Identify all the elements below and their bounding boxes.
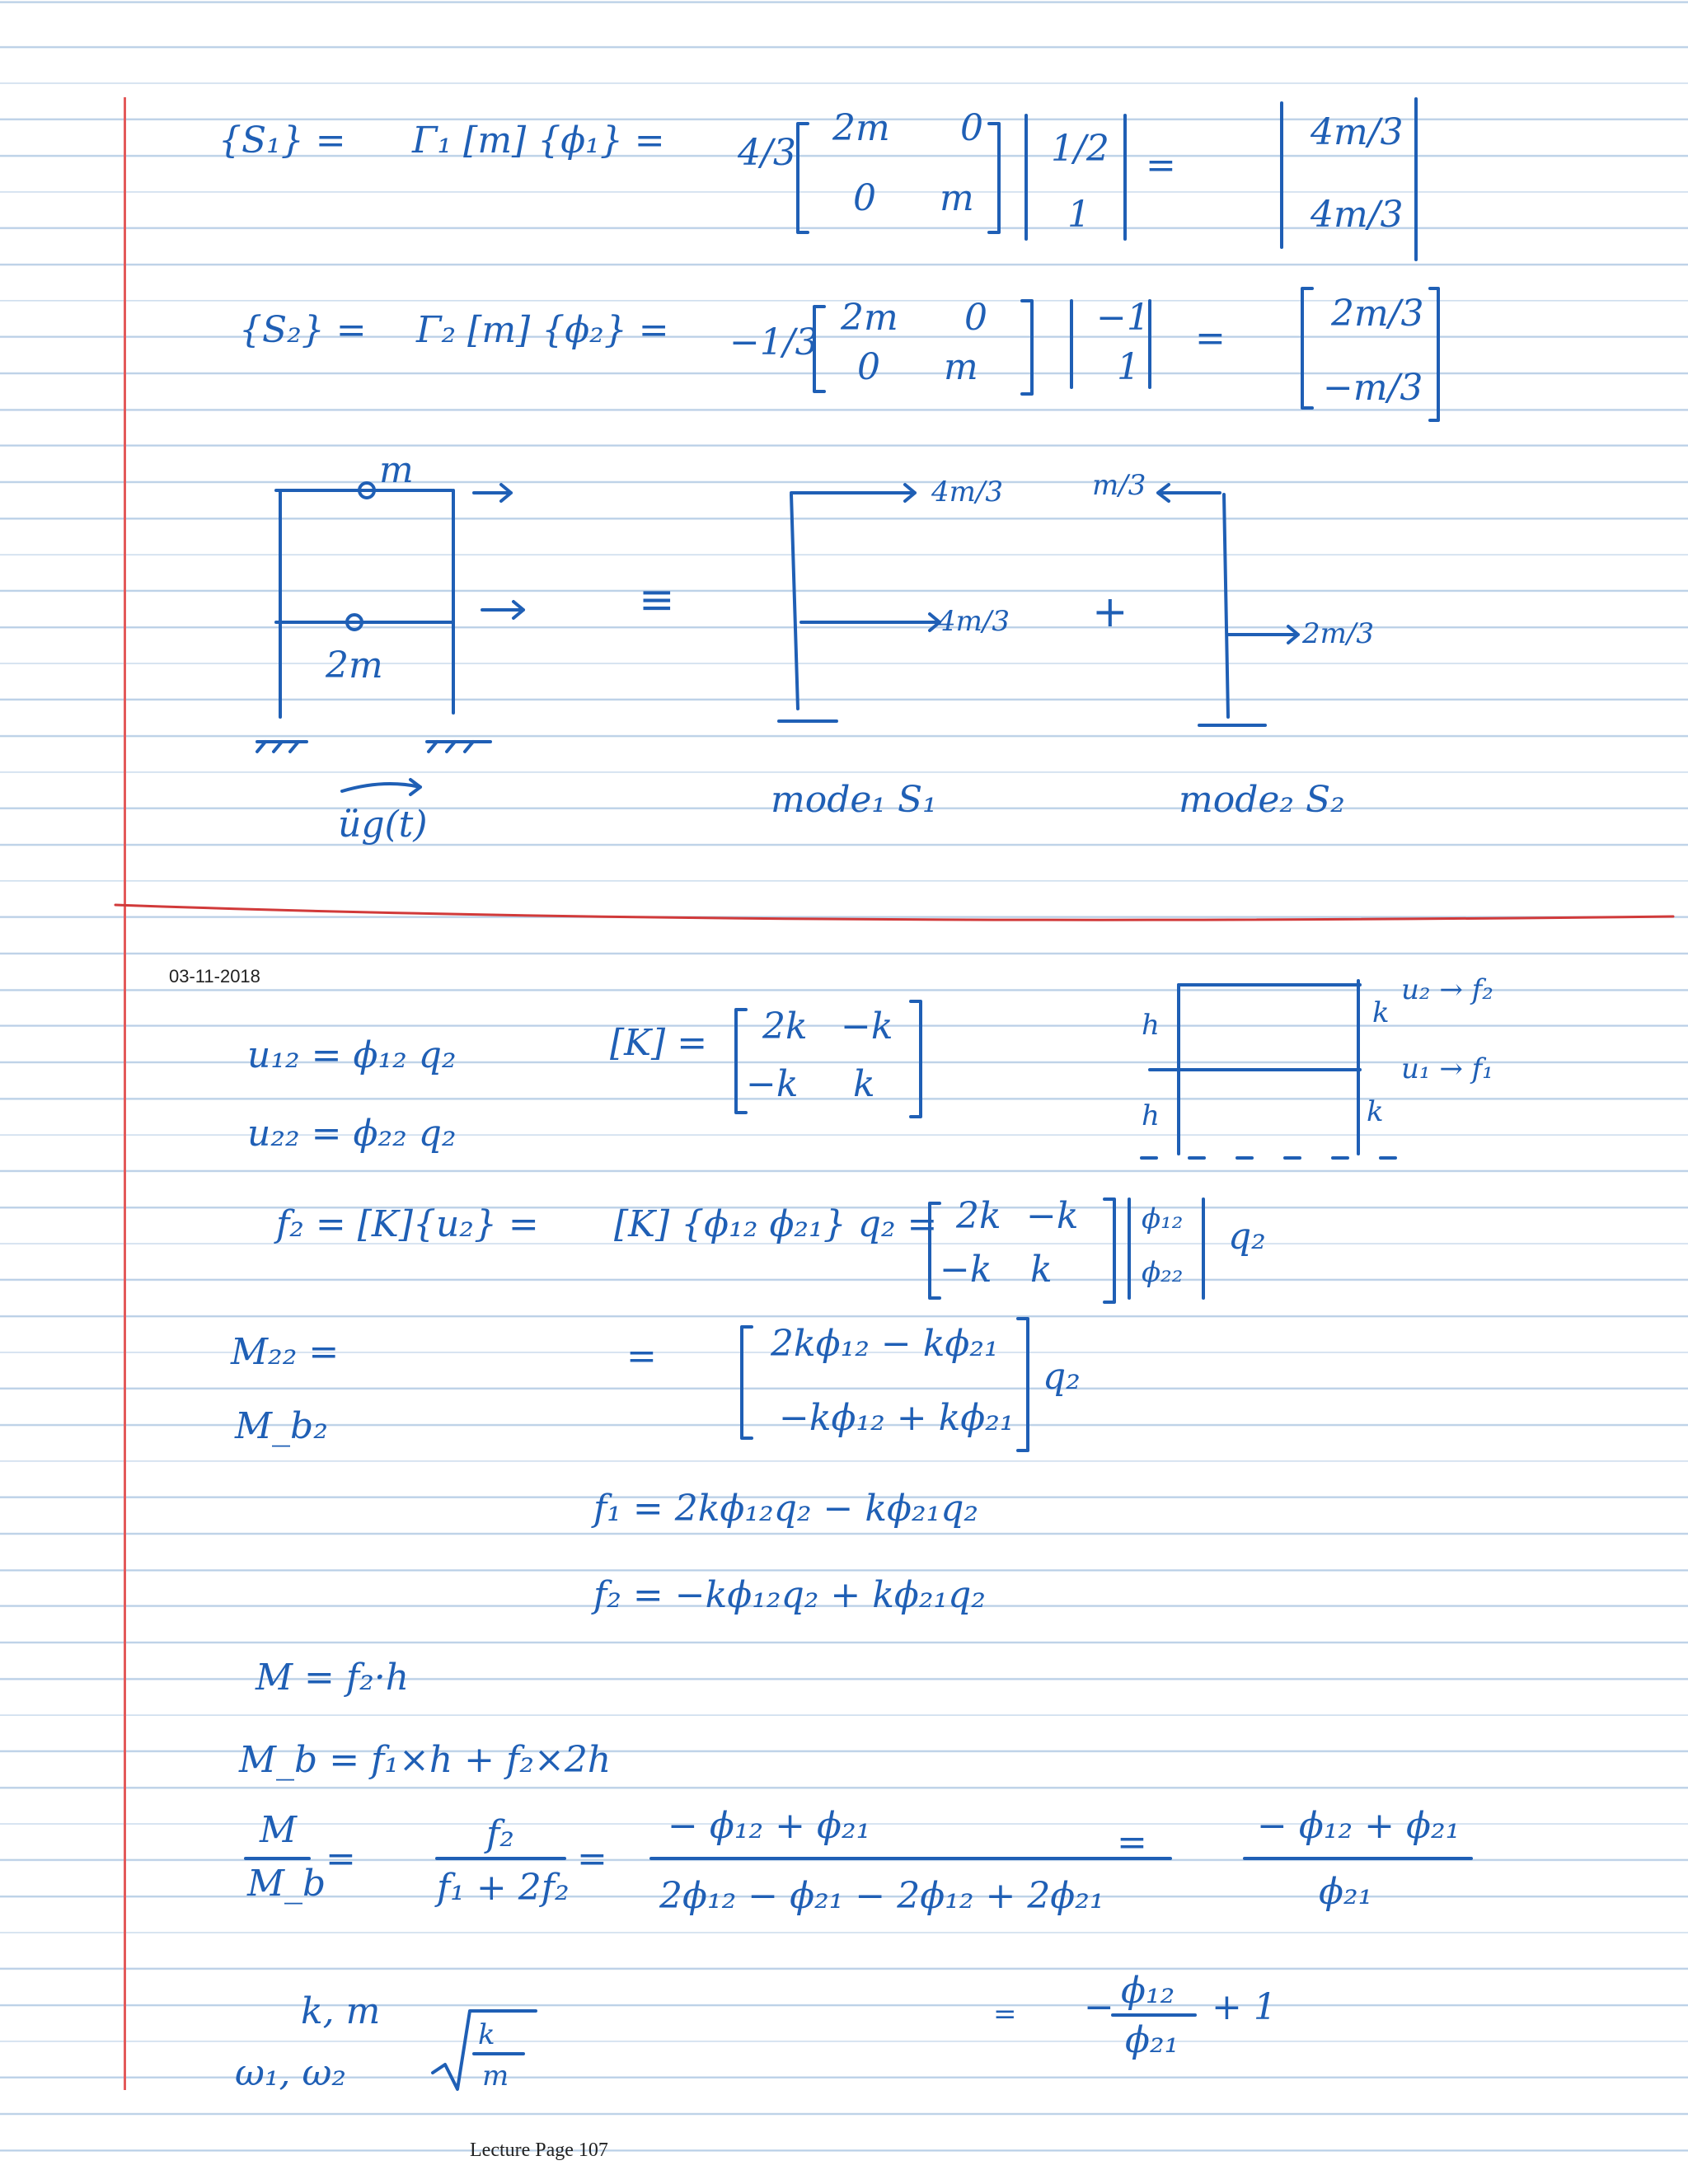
s1-matrix-right-bracket xyxy=(989,124,999,232)
mode1-bottom-arrow xyxy=(801,614,940,630)
f-a22: k xyxy=(1030,1249,1053,1291)
k11: 2k xyxy=(762,1005,808,1047)
s1-matrix-left-bracket xyxy=(798,124,808,232)
ratio-eq3: = xyxy=(1117,1821,1147,1863)
s2-result-left-bracket xyxy=(1302,288,1312,408)
ratio-phi-den: 2ϕ₁₂ − ϕ₂₁ − 2ϕ₁₂ + 2ϕ₂₁ xyxy=(659,1875,1104,1917)
mode2-caption: mode₂ S₂ xyxy=(1179,779,1345,821)
f-q: q₂ xyxy=(1228,1216,1266,1258)
mode2-top-force: m/3 xyxy=(1092,469,1146,502)
s1-expr: Γ₁ [m] {ϕ₁} = xyxy=(412,120,665,162)
page-footer: Lecture Page 107 xyxy=(470,2139,608,2161)
lecture-date: 03-11-2018 xyxy=(169,966,260,987)
moment-eq: M = f₂·h xyxy=(256,1657,410,1699)
f-p2: ϕ₂₂ xyxy=(1142,1256,1184,1289)
f-matrix-right-bracket xyxy=(1104,1199,1114,1302)
s1-v1: 1/2 xyxy=(1051,128,1109,170)
mode1-column xyxy=(791,494,798,709)
m22-label: M₂₂ = xyxy=(231,1331,340,1373)
k22: k xyxy=(853,1063,875,1105)
small-frame-u1: u₁ → f₁ xyxy=(1401,1052,1493,1085)
mode2-column xyxy=(1224,494,1228,717)
s2-expr: Γ₂ [m] {ϕ₂} = xyxy=(416,309,669,351)
f-a11: 2k xyxy=(956,1195,1001,1237)
ratio-final-num: − ϕ₁₂ + ϕ₂₁ xyxy=(1257,1805,1461,1847)
section-divider xyxy=(115,905,1673,920)
last-eq: = xyxy=(993,1998,1017,2031)
k-matrix-label: [K] = xyxy=(610,1022,708,1064)
ratio-f-num: f₂ xyxy=(486,1813,514,1855)
last-num: ϕ₁₂ xyxy=(1121,1970,1175,2012)
ratio-lhs-den: M_b xyxy=(247,1863,326,1905)
ratio-f-den: f₁ + 2f₂ xyxy=(437,1867,570,1909)
result-q: q₂ xyxy=(1043,1356,1081,1398)
frame-top-arrow xyxy=(474,485,511,501)
s1-lhs: {S₁} = xyxy=(218,120,346,162)
mb2-label: M_b₂ xyxy=(235,1405,328,1447)
f2-eq: f₂ = −kϕ₁₂q₂ + kϕ₂₁q₂ xyxy=(593,1574,986,1616)
mode2-top-arrow xyxy=(1158,485,1220,501)
result-left-bracket xyxy=(742,1327,752,1438)
s2-matrix-left-bracket xyxy=(814,307,824,391)
f-a21: −k xyxy=(940,1249,992,1291)
last-den: ϕ₂₁ xyxy=(1125,2019,1179,2061)
k21: −k xyxy=(746,1063,799,1105)
s2-m12: 0 xyxy=(964,297,987,339)
s1-m12: 0 xyxy=(960,107,983,149)
sqrt-num: k xyxy=(478,2018,495,2051)
mode1-caption: mode₁ S₁ xyxy=(771,779,937,821)
result-row1: 2kϕ₁₂ − kϕ₂₁ xyxy=(771,1323,999,1365)
omega-label: ω₁, ω₂ xyxy=(235,2052,347,2094)
s2-v1: −1 xyxy=(1096,297,1150,339)
s1-eq: = xyxy=(1146,144,1176,186)
s2-m21: 0 xyxy=(857,346,880,388)
f-line-mid: [K] {ϕ₁₂ ϕ₂₁} q₂ = xyxy=(614,1203,938,1245)
s2-lhs: {S₂} = xyxy=(239,309,367,351)
u12-eq: u₁₂ = ϕ₁₂ q₂ xyxy=(247,1034,457,1076)
s2-matrix-right-bracket xyxy=(1022,301,1032,394)
ratio-final-den: ϕ₂₁ xyxy=(1319,1871,1373,1913)
s2-v2: 1 xyxy=(1117,346,1140,388)
k-matrix-left-bracket xyxy=(736,1010,746,1113)
frame-bottom-arrow xyxy=(482,602,523,618)
result-eq: = xyxy=(626,1335,657,1377)
left-support-hatch xyxy=(257,742,307,752)
s1-v2: 1 xyxy=(1067,194,1090,236)
f1-eq: f₁ = 2kϕ₁₂q₂ − kϕ₂₁q₂ xyxy=(593,1488,979,1530)
base-moment-eq: M_b = f₁×h + f₂×2h xyxy=(239,1739,612,1781)
s2-eq: = xyxy=(1195,317,1226,359)
s2-scalar: −1/3 xyxy=(729,321,818,363)
ratio-lhs-num: M xyxy=(260,1809,298,1851)
result-right-bracket xyxy=(1018,1319,1028,1451)
s1-m11: 2m xyxy=(832,107,890,149)
s2-r1: 2m/3 xyxy=(1331,293,1424,335)
f-p1: ϕ₁₂ xyxy=(1142,1202,1184,1235)
frame-bottom-mass: 2m xyxy=(326,644,383,687)
frame-top-mass: m xyxy=(379,449,414,491)
s1-scalar: 4/3 xyxy=(738,132,796,174)
s1-r2: 4m/3 xyxy=(1311,194,1404,236)
s2-r2: −m/3 xyxy=(1323,367,1423,409)
s1-m21: 0 xyxy=(853,177,876,219)
small-frame-h-bottom: h xyxy=(1142,1099,1160,1132)
last-minus: − xyxy=(1084,1986,1114,2028)
plus-sign: + xyxy=(1092,588,1128,637)
equivalent-sign: ≡ xyxy=(639,575,675,625)
small-frame-k-bottom: k xyxy=(1367,1095,1384,1128)
small-frame-h-top: h xyxy=(1142,1009,1160,1042)
ratio-phi-num: − ϕ₁₂ + ϕ₂₁ xyxy=(668,1805,871,1847)
small-frame-u2: u₂ → f₂ xyxy=(1401,973,1493,1006)
s1-m22: m xyxy=(940,177,974,219)
s1-r1: 4m/3 xyxy=(1311,111,1404,153)
ratio-eq2: = xyxy=(577,1838,607,1880)
last-plus-one: + 1 xyxy=(1212,1986,1277,2028)
sqrt-den: m xyxy=(482,2060,509,2093)
s2-result-right-bracket xyxy=(1430,288,1438,420)
u22-eq: u₂₂ = ϕ₂₂ q₂ xyxy=(247,1113,457,1155)
small-frame-k-top: k xyxy=(1372,996,1390,1029)
k-m-label: k, m xyxy=(301,1990,381,2032)
ground-accel-arrow xyxy=(342,780,420,794)
mode2-bottom-arrow xyxy=(1228,626,1298,643)
right-support-hatch xyxy=(427,742,490,752)
s2-m11: 2m xyxy=(841,297,898,339)
mode1-bottom-force: 4m/3 xyxy=(938,605,1010,638)
k-matrix-right-bracket xyxy=(911,1001,921,1117)
mode1-top-arrow xyxy=(791,485,915,501)
result-row2: −kϕ₁₂ + kϕ₂₁ xyxy=(779,1397,1015,1439)
f-line-lhs: f₂ = [K]{u₂} = xyxy=(276,1203,539,1245)
mode1-top-force: 4m/3 xyxy=(931,476,1003,509)
ground-accel-label: üg(t) xyxy=(338,804,428,846)
f-a12: −k xyxy=(1026,1195,1079,1237)
k12: −k xyxy=(841,1005,893,1047)
ratio-eq1: = xyxy=(326,1838,356,1880)
mode2-bottom-force: 2m/3 xyxy=(1302,617,1374,650)
s2-m22: m xyxy=(944,346,978,388)
